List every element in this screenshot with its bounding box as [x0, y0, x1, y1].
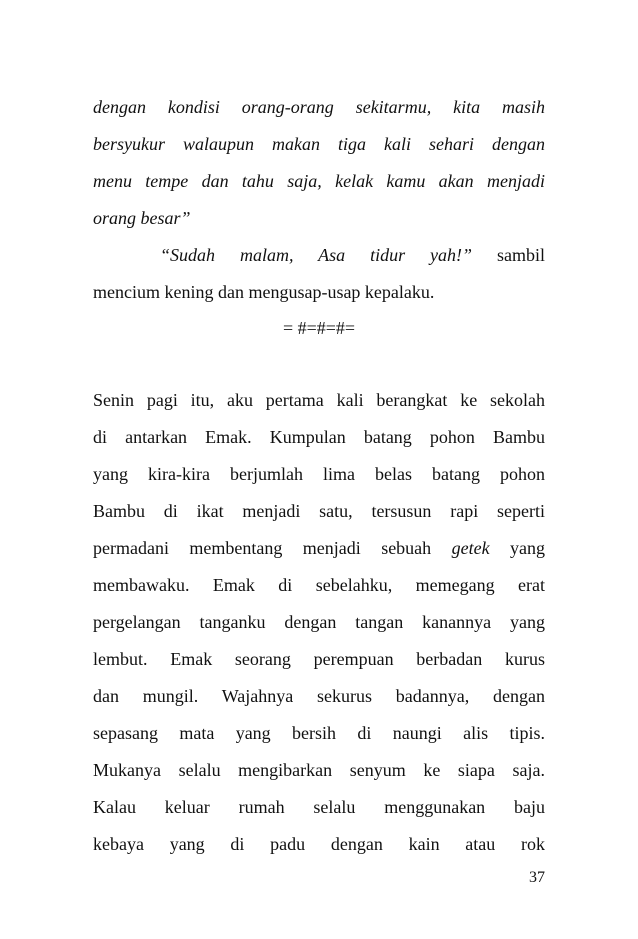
dialogue-rest: sambil	[497, 245, 546, 265]
text-line: pergelangan tanganku dengan tangan kanannya yang	[93, 612, 545, 632]
dialogue-line	[160, 243, 545, 267]
getek-line	[93, 536, 545, 560]
text-line: sepasang mata yang bersih di naungi alis tipis.	[93, 723, 545, 743]
text-line: membawaku. Emak di sebelahku, memegang erat	[93, 575, 545, 595]
text-line: kebaya yang di padu dengan kain atau rok	[93, 834, 545, 854]
section-separator: = #=#=#=	[282, 318, 356, 338]
text-line: bersyukur walaupun makan tiga kali sehari dengan	[93, 134, 545, 154]
text-line: mencium kening dan mengusap-usap kepalaku.	[93, 282, 435, 302]
page-number: 37	[529, 869, 545, 886]
text-line: Senin pagi itu, aku pertama kali berangkat ke sekolah	[93, 390, 545, 410]
text-line: orang besar”	[93, 208, 191, 228]
text-line: Mukanya selalu mengibarkan senyum ke siapa saja.	[93, 760, 545, 780]
getek-word: getek	[451, 538, 490, 558]
text-line: menu tempe dan tahu saja, kelak kamu akan menjadi	[93, 171, 545, 191]
text-line: Bambu di ikat menjadi satu, tersusun rapi seperti	[93, 501, 545, 521]
text-line: lembut. Emak seorang perempuan berbadan kurus	[93, 649, 545, 669]
text-line: dengan kondisi orang-orang sekitarmu, kita masih	[93, 97, 545, 117]
text-line: dan mungil. Wajahnya sekurus badannya, dengan	[93, 686, 545, 706]
getek-after: yang	[510, 538, 546, 558]
text-line: yang kira-kira berjumlah lima belas batang pohon	[93, 464, 545, 484]
text-line: Kalau keluar rumah selalu menggunakan baju	[93, 797, 545, 817]
dialogue-quote: “Sudah malam, Asa tidur yah!”	[160, 245, 473, 265]
getek-before: permadani membentang menjadi sebuah	[93, 538, 432, 558]
text-line: di antarkan Emak. Kumpulan batang pohon Bambu	[93, 427, 545, 447]
